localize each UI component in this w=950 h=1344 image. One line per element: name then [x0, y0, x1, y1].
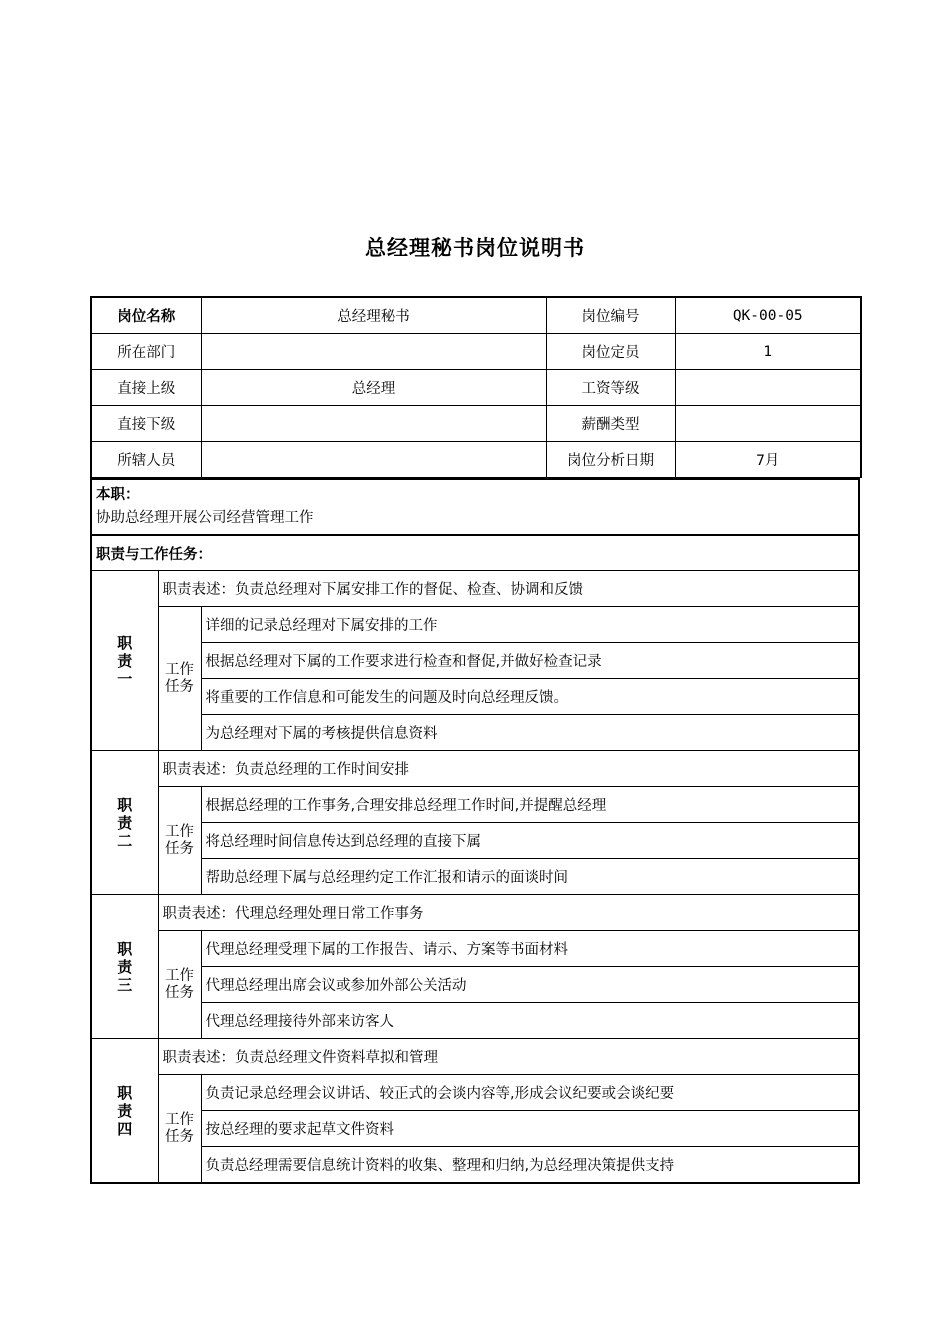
work-task-row — [91, 643, 859, 679]
duties-table — [90, 570, 860, 1184]
work-task-row — [91, 967, 859, 1003]
duty-description: 职责表述：代理总经理处理日常工作事务 — [158, 895, 859, 931]
work-task-label-line: 任务 — [165, 840, 194, 857]
info-row — [91, 297, 861, 334]
work-task-label-line: 任务 — [165, 1128, 194, 1145]
work-task: 根据总经理的工作事务,合理安排总经理工作时间,并提醒总经理 — [201, 787, 859, 823]
work-task-label-line: 工作 — [165, 1111, 194, 1128]
summary-label: 本职： — [96, 487, 140, 503]
basic-info-table — [90, 296, 862, 478]
duty-description-row — [91, 895, 859, 931]
info-value — [675, 370, 861, 406]
info-value — [201, 334, 546, 370]
duty-name-char: 责 — [117, 1101, 133, 1120]
duty-name-char: 二 — [117, 831, 133, 850]
duty-name-char: 三 — [117, 975, 133, 994]
duty-name — [91, 895, 158, 1039]
work-task: 按总经理的要求起草文件资料 — [201, 1111, 859, 1147]
work-task-row — [91, 1111, 859, 1147]
duty-name-char: 四 — [117, 1119, 133, 1138]
job-description-form — [90, 296, 860, 1184]
duties-header: 职责与工作任务： — [90, 534, 860, 570]
work-task: 根据总经理对下属的工作要求进行检查和督促,并做好检查记录 — [201, 643, 859, 679]
work-task-label — [158, 1075, 201, 1184]
page-title: 总经理秘书岗位说明书 — [365, 236, 585, 260]
info-label: 所在部门 — [91, 334, 201, 370]
work-task-row — [91, 1075, 859, 1111]
work-task-row — [91, 787, 859, 823]
info-value: QK-00-05 — [675, 297, 861, 334]
info-value: 1 — [675, 334, 861, 370]
work-task-label — [158, 607, 201, 751]
work-task-row — [91, 715, 859, 751]
duty-name-char: 职 — [117, 939, 133, 958]
duty-name — [91, 751, 158, 895]
info-value: 7月 — [675, 442, 861, 478]
info-label: 岗位分析日期 — [546, 442, 675, 478]
work-task: 为总经理对下属的考核提供信息资料 — [201, 715, 859, 751]
duty-description-row — [91, 571, 859, 607]
work-task: 将总经理时间信息传达到总经理的直接下属 — [201, 823, 859, 859]
work-task-row — [91, 607, 859, 643]
info-label: 直接下级 — [91, 406, 201, 442]
duty-description: 职责表述：负责总经理文件资料草拟和管理 — [158, 1039, 859, 1075]
duty-name — [91, 1039, 158, 1184]
info-label: 岗位名称 — [91, 297, 201, 334]
work-task: 负责总经理需要信息统计资料的收集、整理和归纳,为总经理决策提供支持 — [201, 1147, 859, 1184]
duty-description: 职责表述：负责总经理的工作时间安排 — [158, 751, 859, 787]
work-task-label-line: 工作 — [165, 661, 194, 678]
work-task-row — [91, 1147, 859, 1184]
info-row — [91, 442, 861, 478]
work-task-label — [158, 931, 201, 1039]
summary-text: 协助总经理开展公司经营管理工作 — [96, 510, 314, 526]
work-task-row — [91, 679, 859, 715]
info-value: 总经理 — [201, 370, 546, 406]
work-task-label-line: 工作 — [165, 823, 194, 840]
duty-name — [91, 571, 158, 751]
work-task: 代理总经理受理下属的工作报告、请示、方案等书面材料 — [201, 931, 859, 967]
work-task: 帮助总经理下属与总经理约定工作汇报和请示的面谈时间 — [201, 859, 859, 895]
duty-description-row — [91, 751, 859, 787]
work-task-label — [158, 787, 201, 895]
work-task-label-line: 任务 — [165, 984, 194, 1001]
work-task: 将重要的工作信息和可能发生的问题及时向总经理反馈。 — [201, 679, 859, 715]
duty-description-row — [91, 1039, 859, 1075]
info-label: 岗位编号 — [546, 297, 675, 334]
work-task-row — [91, 823, 859, 859]
work-task-row — [91, 931, 859, 967]
duty-name-char: 职 — [117, 1083, 133, 1102]
info-value — [675, 406, 861, 442]
work-task-row — [91, 1003, 859, 1039]
duty-name-char: 职 — [117, 795, 133, 814]
duty-name-char: 责 — [117, 957, 133, 976]
info-label: 岗位定员 — [546, 334, 675, 370]
duty-name-char: 责 — [117, 813, 133, 832]
duty-description: 职责表述：负责总经理对下属安排工作的督促、检查、协调和反馈 — [158, 571, 859, 607]
info-value — [201, 442, 546, 478]
info-value — [201, 406, 546, 442]
work-task: 代理总经理出席会议或参加外部公关活动 — [201, 967, 859, 1003]
info-value: 总经理秘书 — [201, 297, 546, 334]
info-label: 所辖人员 — [91, 442, 201, 478]
work-task: 代理总经理接待外部来访客人 — [201, 1003, 859, 1039]
info-label: 薪酬类型 — [546, 406, 675, 442]
job-summary — [90, 478, 860, 534]
duty-name-char: 一 — [117, 669, 133, 688]
duty-name-char: 职 — [117, 633, 133, 652]
work-task-label-line: 任务 — [165, 678, 194, 695]
work-task-label-line: 工作 — [165, 967, 194, 984]
work-task: 负责记录总经理会议讲话、较正式的会谈内容等,形成会议纪要或会谈纪要 — [201, 1075, 859, 1111]
work-task: 详细的记录总经理对下属安排的工作 — [201, 607, 859, 643]
info-label: 直接上级 — [91, 370, 201, 406]
info-row — [91, 370, 861, 406]
work-task-row — [91, 859, 859, 895]
info-row — [91, 406, 861, 442]
info-label: 工资等级 — [546, 370, 675, 406]
info-row — [91, 334, 861, 370]
duty-name-char: 责 — [117, 651, 133, 670]
